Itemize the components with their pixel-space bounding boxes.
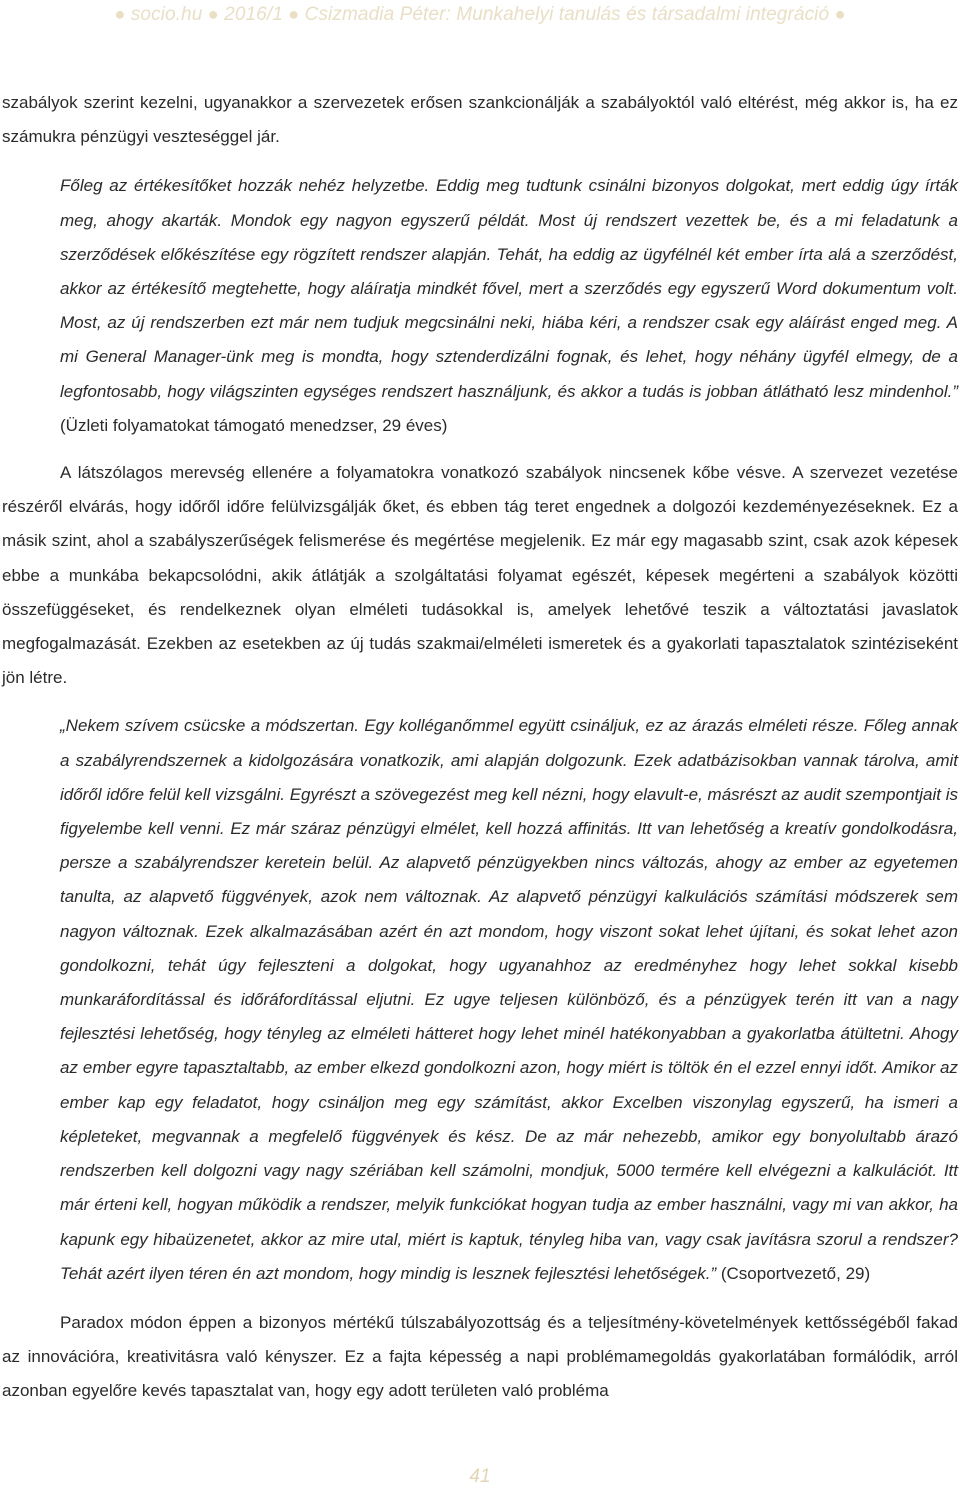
quote-text: „Nekem szívem csücske a módszertan. Egy kolléganőmmel együtt csináljuk, ez az árazás elméleti része. Főleg annak a szabályrendszernek a kidolgozására vonatkozik, ami alapján dolgozunk. Ezek adatbázisokban vannak tárolva, amit időről időre felül kell vizsgálni. Egyrészt a szövegezést meg kell nézni, hogy elavult-e, másrészt az audit szempontjait is figyelembe kell venni. Ez már száraz pénzügyi elmélet, kell hozzá affinitás. Itt van lehetőség a kreatív gondolkodásra, persze a szabályrendszer keretein belül. Az alapvető pénzügyekben nincs változás, ahogy az ember az egyetemen tanulta, az alapvető függvények, azok nem változnak. Az alapvető pénzügyi kalkulációs számítási módszerek sem nagyon változnak. Ezek alkalmazásában azért én azt mondom, hogy viszont sokat lehet újítani, és sokat lehet azon gondolkozni, tehát úgy fejleszteni a dolgokat, hogy ugyanahhoz az eredményhez hogy lehet sokkal kisebb munkaráfordítással és időráfordítással eljutni. Ez ugye teljesen különböző, és a pénzügyek terén itt van a nagy fejlesztési lehetőség, hogy tényleg az elméleti hátteret hogy lehet minél hatékonyabban a gyakorlatba átültetni. Ahogy az ember egyre tapasztaltabb, az ember elkezd gondolkozni azon, hogy miért is töltök én el ezzel ennyi időt. Amikor az ember kap egy feladatot, hogy csináljon meg egy számítást, akkor Excelben viszonylag egyszerű, ha ismeri a képleteket, megvannak a megfelelő függvények és kész. De az már nehezebb, amikor egy bonyolultabb árazó rendszerben kell dolgozni vagy nagy szériában kell számolni, mondjuk, 5000 termére kell elvégezni a kalkulációt. Itt már érteni kell, hogyan működik a rendszer, melyik funkciókat hogyan tudja az ember használni, vagy mi van akkor, ha kapunk egy hibaüzenetet, akkor az mire utal, miért is kaptuk, tényleg hiba van, vagy csak javításra szorul a rendszer? Tehát azért ilyen téren én azt mondom, hogy mindig is lesznek fejlesztési lehetőségek.” (60, 716, 958, 1283)
bullet-icon: ● (207, 4, 219, 24)
page-number: 41 (469, 1466, 491, 1487)
paragraph-continued: szabályok szerint kezelni, ugyanakkor a szervezetek erősen szankcionálják a szabályoktól való eltérést, még akkor is, ha ez számukra pénzügyi veszteséggel jár. (2, 93, 958, 147)
header-article-title: Csizmadia Péter: Munkahelyi tanulás és társadalmi integráció (304, 4, 830, 25)
quote-text: Főleg az értékesítőket hozzák nehéz helyzetbe. Eddig meg tudtunk csinálni bizonyos dolgokat, mert eddig úgy írták meg, ahogy akarták. Mondok egy nagyon egyszerű példát. Most új rendszert vezettek be, és a mi feladatunk a szerződések előkészítése egy rögzített rendszer alapján. Tehát, ha eddig az ügyfélnél két ember írta alá a szerződést, akkor az értékesítő megtehette, hogy aláíratja mindkét fővel, mert a szerződés egy egyszerű Word dokumentum volt. Most, az új rendszerben ezt már nem tudjuk megcsinálni neki, hiába kéri, a rendszer csak egy aláírást enged meg. A mi General Manager-ünk meg is mondta, hogy sztenderdizálni fognak, és lehet, hogy néhány ügyfél elmegy, de a legfontosabb, hogy világszinten egységes rendszert használjunk, és akkor a tudás is jobban átlátható lesz mindenhol.” (60, 176, 958, 401)
paragraph: Paradox módon éppen a bizonyos mértékű túlszabályozottság és a teljesítmény-követelmények kettősségéből fakad az innovációra, kreativitásra való kényszer. Ez a fajta képesség a napi problémamegoldás gyakorlatában formálódik, arról azonban egyelőre kevés tapasztalat van, hogy egy adott területen való probléma (2, 1312, 958, 1401)
interview-quote-2 (60, 709, 958, 1290)
quote-attribution: (Csoportvezető, 29) (716, 1263, 871, 1283)
quote-attribution: (Üzleti folyamatokat támogató menedzser, 29 éves) (60, 415, 448, 435)
bullet-icon: ● (114, 4, 126, 24)
bullet-icon: ● (834, 4, 846, 24)
interview-quote-1 (60, 169, 958, 443)
header-issue: 2016/1 (224, 4, 283, 25)
bullet-icon: ● (288, 4, 300, 24)
running-header (0, 4, 960, 26)
header-site: socio.hu (130, 4, 203, 25)
article-body (2, 86, 958, 1409)
paragraph: A látszólagos merevség ellenére a folyamatokra vonatkozó szabályok nincsenek kőbe vésve. A szervezet vezetése részéről elvárás, hogy időről időre felülvizsgálják őket, és ebben tág teret engednek a dolgozói kezdeményezéseknek. Ez a másik szint, ahol a szabályszerűségek felismerése és megértése megjelenik. Ez már egy magasabb szint, csak azok képesek ebbe a munkába bekapcsolódni, akik átlátják a szolgáltatási folyamat egészét, képesek megérteni a szabályok közötti összefüggéseket, és rendelkeznek olyan elméleti tudásokkal is, amelyek lehetővé teszik a változtatási javaslatok megfogalmazását. Ezekben az esetekben az új tudás szakmai/elméleti ismeretek és a gyakorlati tapasztalatok szintéziseként jön létre. (2, 463, 958, 688)
